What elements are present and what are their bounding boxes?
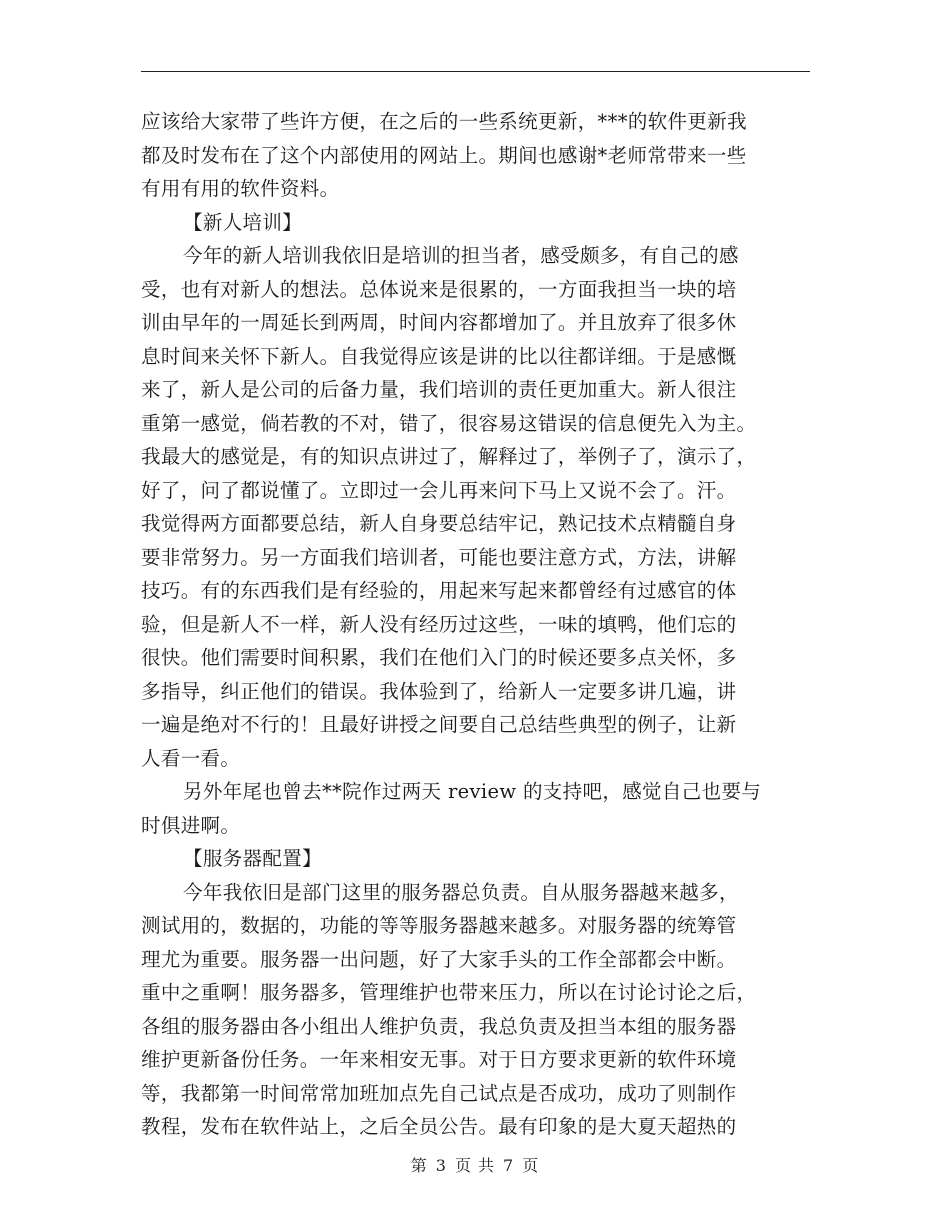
page-footer bbox=[0, 1153, 950, 1176]
text-line: 重第一感觉，倘若教的不对，错了，很容易这错误的信息便先入为主。 bbox=[141, 411, 757, 435]
document-body bbox=[141, 105, 811, 1144]
text-line: 理尤为重要。服务器一出问题，好了大家手头的工作全部都会中断。 bbox=[141, 947, 737, 971]
text-line: 等，我都第一时间常常加班加点先自己试点是否成功，成功了则制作 bbox=[141, 1081, 737, 1105]
text-line: 【新人培训】 bbox=[183, 210, 303, 234]
text-line: 【服务器配置】 bbox=[183, 847, 322, 870]
text-line: 今年的新人培训我依旧是培训的担当者，感受颇多，有自己的感 bbox=[183, 244, 739, 267]
text-line: 另外年尾也曾去**院作过两天 review 的支持吧，感觉自己也要与 bbox=[183, 780, 762, 803]
text-line: 一遍是绝对不行的！且最好讲授之间要自己总结些典型的例子，让新 bbox=[141, 713, 737, 736]
text-line: 受，也有对新人的想法。总体说来是很累的，一方面我担当一块的培 bbox=[141, 277, 737, 301]
text-line: 人看一看。 bbox=[141, 746, 241, 770]
text-line: 教程，发布在软件站上，之后全员公告。最有印象的是大夏天超热的 bbox=[141, 1115, 737, 1138]
text-line: 各组的服务器由各小组出人维护负责，我总负责及担当本组的服务器 bbox=[141, 1014, 737, 1038]
header-rule bbox=[141, 71, 810, 72]
text-line: 都及时发布在了这个内部使用的网站上。期间也感谢*老师常带来一些 bbox=[141, 143, 747, 167]
footer-middle: 页 共 bbox=[454, 1156, 496, 1175]
text-line: 测试用的，数据的，功能的等等服务器越来越多。对服务器的统筹管 bbox=[141, 914, 737, 937]
text-line: 要非常努力。另一方面我们培训者，可能也要注意方式，方法，讲解 bbox=[141, 545, 737, 569]
footer-total-pages: 7 bbox=[503, 1156, 515, 1175]
text-line: 时俱进啊。 bbox=[141, 813, 241, 837]
text-line: 技巧。有的东西我们是有经验的，用起来写起来都曾经有过感官的体 bbox=[141, 579, 737, 602]
footer-suffix: 页 bbox=[522, 1156, 540, 1175]
text-line: 有用有用的软件资料。 bbox=[141, 177, 340, 200]
text-line: 维护更新备份任务。一年来相安无事。对于日方要求更新的软件环境 bbox=[141, 1048, 737, 1071]
text-line: 训由早年的一周延长到两周，时间内容都增加了。并且放弃了很多休 bbox=[141, 311, 737, 334]
text-line: 我最大的感觉是，有的知识点讲过了，解释过了，举例子了，演示了， bbox=[141, 445, 757, 468]
text-line: 重中之重啊！服务器多，管理维护也带来压力，所以在讨论讨论之后， bbox=[141, 981, 757, 1004]
text-line: 我觉得两方面都要总结，新人自身要总结牢记，熟记技术点精髓自身 bbox=[141, 512, 737, 535]
text-line: 来了，新人是公司的后备力量，我们培训的责任更加重大。新人很注 bbox=[141, 378, 737, 401]
text-line: 好了，问了都说懂了。立即过一会儿再来问下马上又说不会了。汗。 bbox=[141, 478, 737, 502]
footer-prefix: 第 bbox=[410, 1156, 428, 1175]
footer-current-page: 3 bbox=[435, 1156, 447, 1175]
text-line: 应该给大家带了些许方便，在之后的一些系统更新，***的软件更新我 bbox=[141, 110, 747, 133]
text-line: 息时间来关怀下新人。自我觉得应该是讲的比以往都详细。于是感慨 bbox=[141, 344, 737, 368]
text-line: 多指导，纠正他们的错误。我体验到了，给新人一定要多讲几遍，讲 bbox=[141, 679, 737, 703]
text-line: 今年我依旧是部门这里的服务器总负责。自从服务器越来越多， bbox=[183, 880, 739, 904]
text-line: 验，但是新人不一样，新人没有经历过这些，一味的填鸭，他们忘的 bbox=[141, 612, 737, 636]
text-line: 很快。他们需要时间积累，我们在他们入门的时候还要多点关怀，多 bbox=[141, 646, 737, 669]
